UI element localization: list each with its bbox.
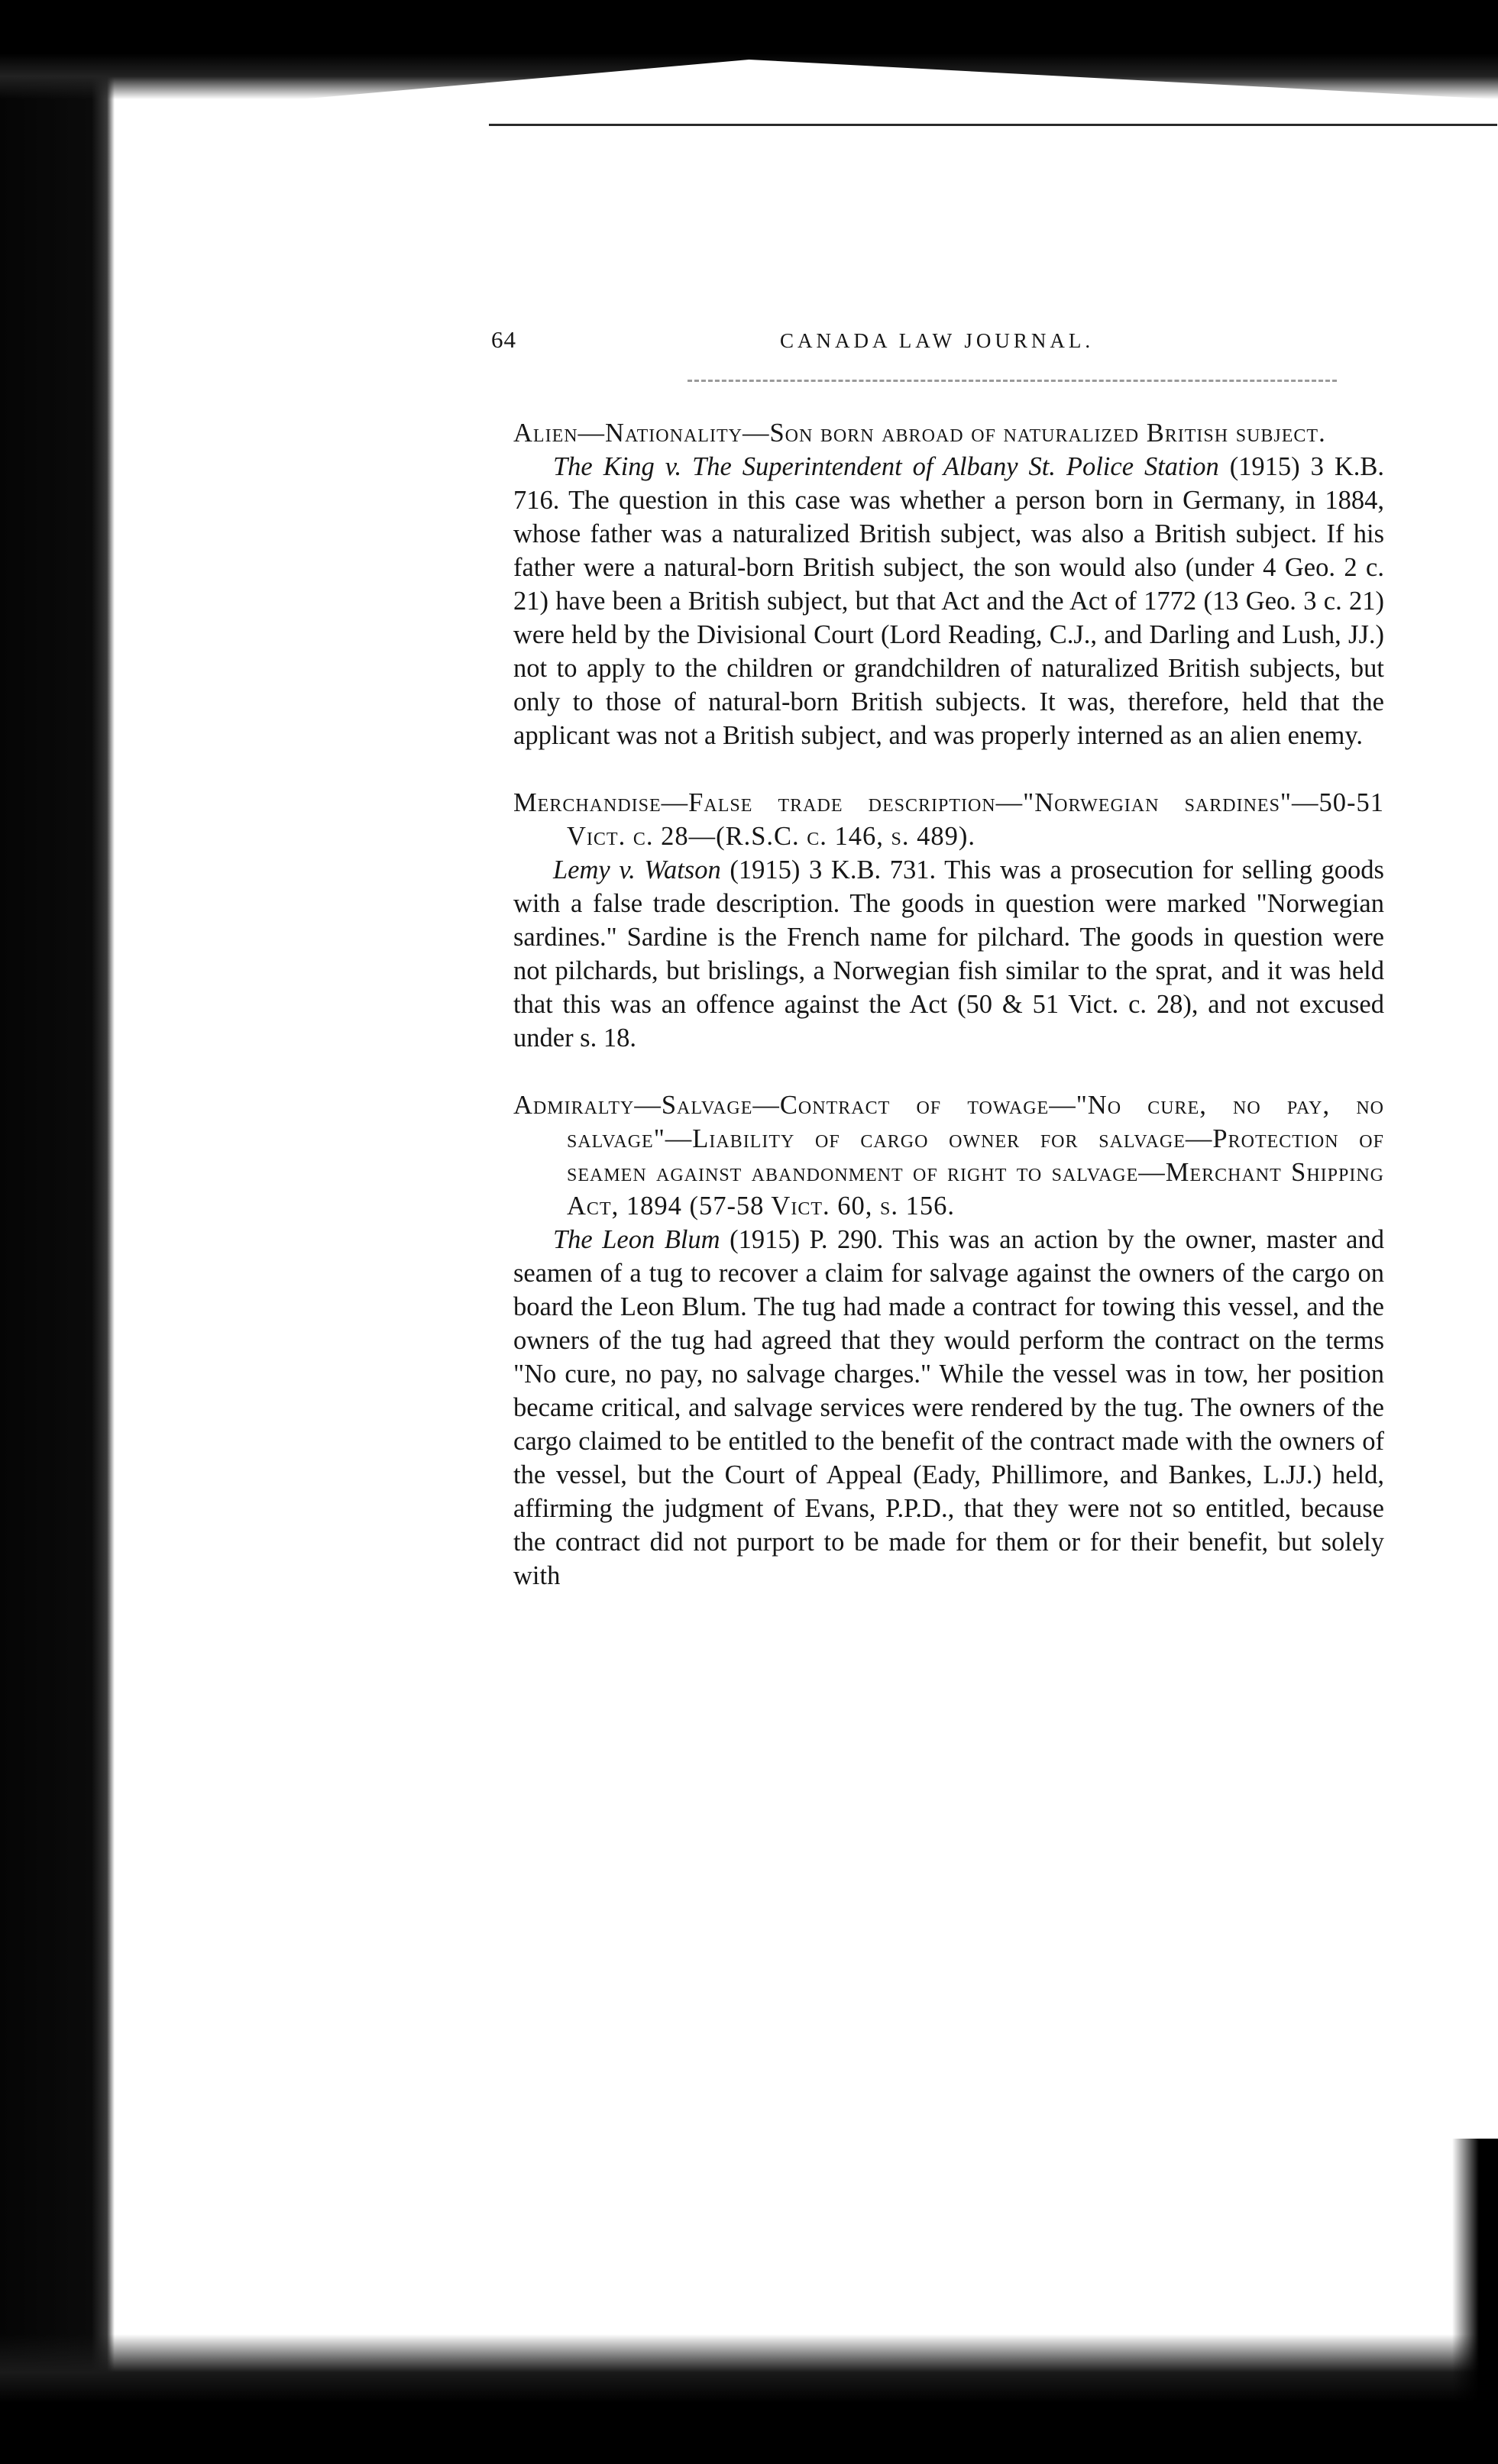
case-body: This was a prosecution for selling goods with a false trade description. The goods in question were marked "Norwegian sardines." Sardine is the French name for pilchard. The goods in question were not pilchards, but brislings, a Norwegian fish similar to the sprat, and it was held that this was an offence against the Act (50 & 51 Vict. c. 28), and not excused under s. 18. <box>513 855 1384 1053</box>
case-citation: (1915) 3 K.B. 731. <box>730 855 937 884</box>
case-name: The Leon Blum <box>553 1225 720 1254</box>
case-name: The King v. The Superintendent of Albany St. Police Station <box>553 452 1219 481</box>
case-paragraph <box>513 1223 1384 1593</box>
scan-border-bottom <box>0 2334 1498 2464</box>
case-citation: (1915) P. 290. <box>730 1225 884 1254</box>
section-heading: Admiralty—Salvage—Contract of towage—"No cure, no pay, no salvage"—Liability of cargo owner for salvage—Protection of seamen against abandonment of right to salvage—Merchant Shipping Act, 1894 (57-58 Vict. 60, s. 156. <box>513 1091 1384 1221</box>
case-name: Lemy v. Watson <box>553 855 721 884</box>
page-number: 64 <box>491 326 516 353</box>
section-heading: Merchandise—False trade description—"Norwegian sardines"—50-51 Vict. c. 28—(R.S.C. c. 146, s. 489). <box>513 788 1384 851</box>
scan-border-left <box>0 0 115 2464</box>
page-body <box>513 416 1384 1593</box>
scan-border-right <box>1452 2139 1498 2464</box>
section-alien-nationality <box>513 416 1384 752</box>
case-citation: (1915) 3 K.B. 716. <box>513 452 1385 515</box>
case-paragraph <box>513 853 1384 1055</box>
running-head <box>491 326 1408 364</box>
case-body: This was an action by the owner, master and seamen of a tug to recover a claim for salvage against the owners of the cargo on board the Leon Blum. The tug had made a contract for towing this vessel, and the owners of the tug had agreed that they would perform the contract on the terms "No cure, no pay, no salvage charges." While the vessel was in tow, her position became critical, and salvage services were rendered by the tug. The owners of the cargo claimed to be entitled to the benefit of the contract made with the owners of the vessel, but the Court of Appeal (Eady, Phillimore, and Bankes, L.JJ.) held, affirming the judgment of Evans, P.P.D., that they were not so entitled, because the contract did not purport to be made for them or for their benefit, but solely with <box>513 1225 1384 1590</box>
section-heading: Alien—Nationality—Son born abroad of naturalized British subject. <box>513 419 1326 448</box>
scan-border-top <box>0 0 1498 99</box>
section-merchandise <box>513 786 1384 1055</box>
header-rule-line <box>688 380 1337 382</box>
top-rule-line <box>489 124 1497 126</box>
journal-title: CANADA LAW JOURNAL. <box>780 329 1095 352</box>
case-paragraph <box>513 450 1384 752</box>
section-admiralty-salvage <box>513 1088 1384 1593</box>
case-body: The question in this case was whether a person born in Germany, in 1884, whose father was a naturalized British subject, was also a British subject. If his father were a natural-born British subject, the son would also (under 4 Geo. 2 c. 21) have been a British subject, but that Act and the Act of 1772 (13 Geo. 3 c. 21) were held by the Divisional Court (Lord Reading, C.J., and Darling and Lush, JJ.) not to apply to the children or grandchildren of naturalized British subjects, but only to those of natural-born British subjects. It was, therefore, held that the applicant was not a British subject, and was properly interned as an alien enemy. <box>513 486 1384 750</box>
